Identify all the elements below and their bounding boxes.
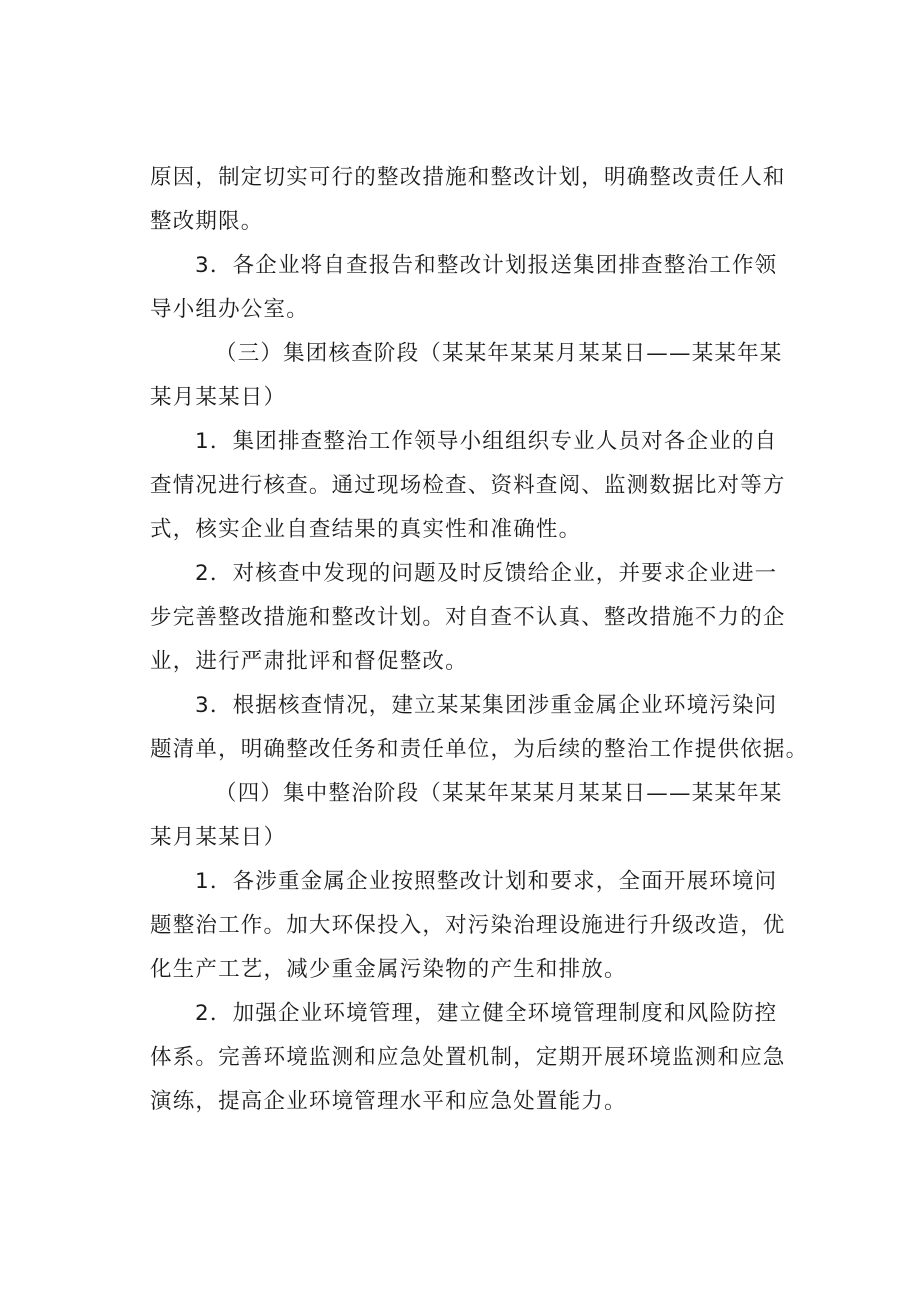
text-line: 业，进行严肃批评和督促整改。 [150,649,468,674]
text-line: 整改期限。 [150,209,264,234]
text-line: 演练，提高企业环境管理水平和应急处置能力。 [150,1089,627,1114]
text-line: 导小组办公室。 [150,297,309,322]
text-line: 化生产工艺，减少重金属污染物的产生和排放。 [150,957,627,982]
list-item-1-line: 1．各涉重金属企业按照整改计划和要求，全面开展环境问 [195,869,778,894]
section-heading-3-cont: 某月某某日） [150,385,287,410]
section-heading-3: （三）集团核查阶段（某某年某某月某某日——某某年某 [215,341,783,366]
text-line: 步完善整改措施和整改计划。对自查不认真、整改措施不力的企 [150,605,786,630]
section-heading-4: （四）集中整治阶段（某某年某某月某某日——某某年某 [215,781,783,806]
text-line: 题整治工作。加大环保投入，对污染治理设施进行升级改造，优 [150,913,786,938]
text-line: 式，核实企业自查结果的真实性和准确性。 [150,517,582,542]
text-line: 题清单，明确整改任务和责任单位，为后续的整治工作提供依据。 [150,737,809,762]
text-line: 原因，制定切实可行的整改措施和整改计划，明确整改责任人和 [150,165,786,190]
text-line: 体系。完善环境监测和应急处置机制，定期开展环境监测和应急 [150,1045,786,1070]
list-item-3-line: 3．各企业将自查报告和整改计划报送集团排查整治工作领 [195,253,778,278]
document-body [150,156,810,1124]
text-line: 查情况进行核查。通过现场检查、资料查阅、监测数据比对等方 [150,473,786,498]
section-heading-4-cont: 某月某某日） [150,825,287,850]
list-item-2-line: 2．对核查中发现的问题及时反馈给企业，并要求企业进一 [195,561,778,586]
list-item-2-line: 2．加强企业环境管理，建立健全环境管理制度和风险防控 [195,1001,778,1026]
list-item-1-line: 1．集团排查整治工作领导小组组织专业人员对各企业的自 [195,429,778,454]
list-item-3-line: 3．根据核查情况，建立某某集团涉重金属企业环境污染问 [195,693,778,718]
